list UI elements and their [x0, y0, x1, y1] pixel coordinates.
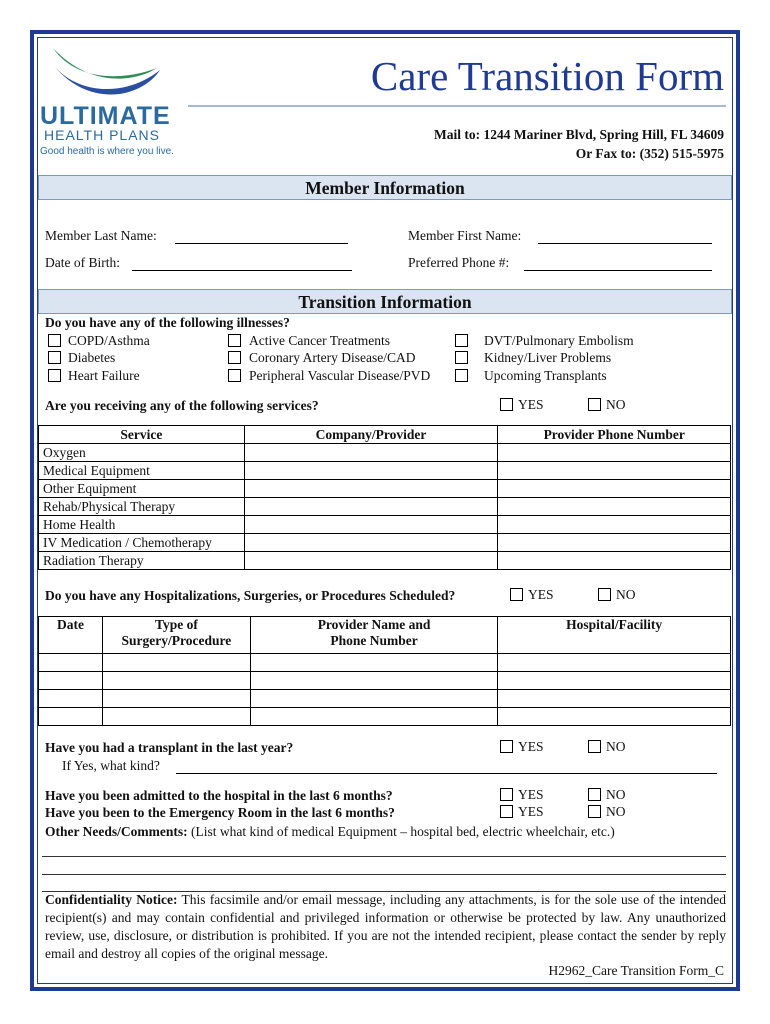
table-cell[interactable]: [39, 690, 103, 708]
column-header: Date: [39, 617, 103, 654]
table-cell[interactable]: [39, 654, 103, 672]
phone-cell[interactable]: [498, 534, 731, 552]
column-header: Hospital/Facility: [498, 617, 731, 654]
table-cell[interactable]: [498, 672, 731, 690]
table-cell[interactable]: [250, 690, 497, 708]
illness-label: DVT/Pulmonary Embolism: [484, 333, 634, 348]
admitted-no-checkbox[interactable]: [588, 788, 601, 801]
company-cell[interactable]: [244, 498, 498, 516]
yes-label: YES: [518, 397, 544, 412]
service-name: Oxygen: [39, 444, 245, 462]
column-header: Service: [39, 426, 245, 444]
copd-checkbox[interactable]: [48, 334, 61, 347]
procedures-no-checkbox[interactable]: [598, 588, 611, 601]
column-header: Type of Surgery/Procedure: [102, 617, 250, 654]
procedures-question: Do you have any Hospitalizations, Surgeries, or Procedures Scheduled?: [45, 588, 456, 603]
kidney-checkbox[interactable]: [455, 351, 468, 364]
transplant-yes-checkbox[interactable]: [500, 740, 513, 753]
er-question: Have you been to the Emergency Room in the last 6 months?: [45, 805, 395, 820]
logo-subname: HEALTH PLANS: [44, 127, 160, 143]
dob-label: Date of Birth:: [45, 255, 120, 270]
last-name-label: Member Last Name:: [45, 228, 157, 243]
illness-label: COPD/Asthma: [68, 333, 150, 348]
phone-cell[interactable]: [498, 516, 731, 534]
phone-cell[interactable]: [498, 444, 731, 462]
fax-number: Or Fax to: (352) 515-5975: [575, 146, 724, 161]
table-cell[interactable]: [39, 708, 103, 726]
illness-question: Do you have any of the following illnesses?: [45, 315, 290, 330]
table-cell[interactable]: [102, 672, 250, 690]
form-code: H2962_Care Transition Form_C: [548, 963, 724, 978]
yes-label: YES: [518, 739, 544, 754]
yes-label: YES: [518, 787, 544, 802]
procedures-table: [38, 616, 731, 726]
column-header: Company/Provider: [244, 426, 498, 444]
phone-cell[interactable]: [498, 480, 731, 498]
no-label: NO: [606, 787, 626, 802]
comments-line-2[interactable]: [42, 874, 726, 875]
illness-label: Coronary Artery Disease/CAD: [249, 350, 416, 365]
illness-label: Kidney/Liver Problems: [484, 350, 612, 365]
no-label: NO: [606, 739, 626, 754]
last-name-field[interactable]: [175, 229, 348, 244]
table-cell[interactable]: [102, 708, 250, 726]
confidentiality-text: This facsimile and/or email message, including any attachments, is for the sole use of the intended recipient(s) and may contain confidential and privileged information or otherwise be protected by law. Any unauthorized review, use, disclosure, or distribution is prohibited. If you are not the intended recipient, please contact the sender by reply email and destroy all copies of the original message.: [45, 892, 726, 961]
comments-line-1[interactable]: [42, 856, 726, 857]
other-needs: [45, 824, 615, 840]
table-cell[interactable]: [498, 708, 731, 726]
admitted-question: Have you been admitted to the hospital in the last 6 months?: [45, 788, 393, 803]
other-needs-label: Other Needs/Comments:: [45, 824, 188, 839]
illness-label: Upcoming Transplants: [484, 368, 607, 383]
confidentiality-notice: [45, 891, 726, 963]
cancer-checkbox[interactable]: [228, 334, 241, 347]
cad-checkbox[interactable]: [228, 351, 241, 364]
table-cell[interactable]: [102, 654, 250, 672]
company-cell[interactable]: [244, 534, 498, 552]
table-cell[interactable]: [250, 672, 497, 690]
service-name: Home Health: [39, 516, 245, 534]
service-name: Other Equipment: [39, 480, 245, 498]
illness-label: Heart Failure: [68, 368, 140, 383]
services-question: Are you receiving any of the following services?: [45, 398, 319, 413]
no-label: NO: [616, 587, 636, 602]
phone-cell[interactable]: [498, 552, 731, 570]
service-name: IV Medication / Chemotherapy: [39, 534, 245, 552]
yes-label: YES: [528, 587, 554, 602]
confidentiality-label: Confidentiality Notice:: [45, 892, 178, 907]
phone-label: Preferred Phone #:: [408, 255, 510, 270]
first-name-field[interactable]: [538, 229, 712, 244]
table-cell[interactable]: [250, 654, 497, 672]
other-needs-hint: (List what kind of medical Equipment – hospital bed, electric wheelchair, etc.): [190, 824, 615, 839]
company-cell[interactable]: [244, 462, 498, 480]
services-yes-checkbox[interactable]: [500, 398, 513, 411]
column-header: Provider Name and Phone Number: [250, 617, 497, 654]
er-yes-checkbox[interactable]: [500, 805, 513, 818]
transplant-question: Have you had a transplant in the last year?: [45, 740, 294, 755]
pvd-checkbox[interactable]: [228, 369, 241, 382]
illness-label: Active Cancer Treatments: [249, 333, 390, 348]
admitted-yes-checkbox[interactable]: [500, 788, 513, 801]
company-cell[interactable]: [244, 444, 498, 462]
company-cell[interactable]: [244, 552, 498, 570]
logo-swoosh-icon: [45, 40, 165, 100]
first-name-label: Member First Name:: [408, 228, 522, 243]
mail-address: Mail to: 1244 Mariner Blvd, Spring Hill, FL 34609: [433, 127, 724, 142]
transition-section-header: Transition Information: [38, 289, 732, 314]
procedures-yes-checkbox[interactable]: [510, 588, 523, 601]
transplant-no-checkbox[interactable]: [588, 740, 601, 753]
service-name: Rehab/Physical Therapy: [39, 498, 245, 516]
table-cell[interactable]: [250, 708, 497, 726]
company-cell[interactable]: [244, 480, 498, 498]
transplant-kind-field[interactable]: [176, 759, 717, 774]
phone-cell[interactable]: [498, 462, 731, 480]
transplants-checkbox[interactable]: [455, 369, 468, 382]
illness-label: Peripheral Vascular Disease/PVD: [249, 368, 431, 383]
column-header: Provider Phone Number: [498, 426, 731, 444]
diabetes-checkbox[interactable]: [48, 351, 61, 364]
no-label: NO: [606, 804, 626, 819]
company-cell[interactable]: [244, 516, 498, 534]
dvt-checkbox[interactable]: [455, 334, 468, 347]
phone-field[interactable]: [524, 256, 712, 271]
page-title: Care Transition Form: [370, 53, 724, 99]
member-section-header: Member Information: [38, 175, 732, 200]
title-rule: [188, 105, 726, 107]
transplant-followup-label: If Yes, what kind?: [62, 758, 160, 773]
service-name: Medical Equipment: [39, 462, 245, 480]
table-cell[interactable]: [39, 672, 103, 690]
illness-label: Diabetes: [68, 350, 116, 365]
table-cell[interactable]: [102, 690, 250, 708]
no-label: NO: [606, 397, 626, 412]
services-no-checkbox[interactable]: [588, 398, 601, 411]
table-cell[interactable]: [498, 654, 731, 672]
logo-name: ULTIMATE: [40, 102, 171, 130]
service-name: Radiation Therapy: [39, 552, 245, 570]
logo-tagline: Good health is where you live.: [40, 146, 174, 157]
dob-field[interactable]: [132, 256, 352, 271]
phone-cell[interactable]: [498, 498, 731, 516]
services-table: [38, 425, 731, 570]
yes-label: YES: [518, 804, 544, 819]
heart-failure-checkbox[interactable]: [48, 369, 61, 382]
table-cell[interactable]: [498, 690, 731, 708]
er-no-checkbox[interactable]: [588, 805, 601, 818]
